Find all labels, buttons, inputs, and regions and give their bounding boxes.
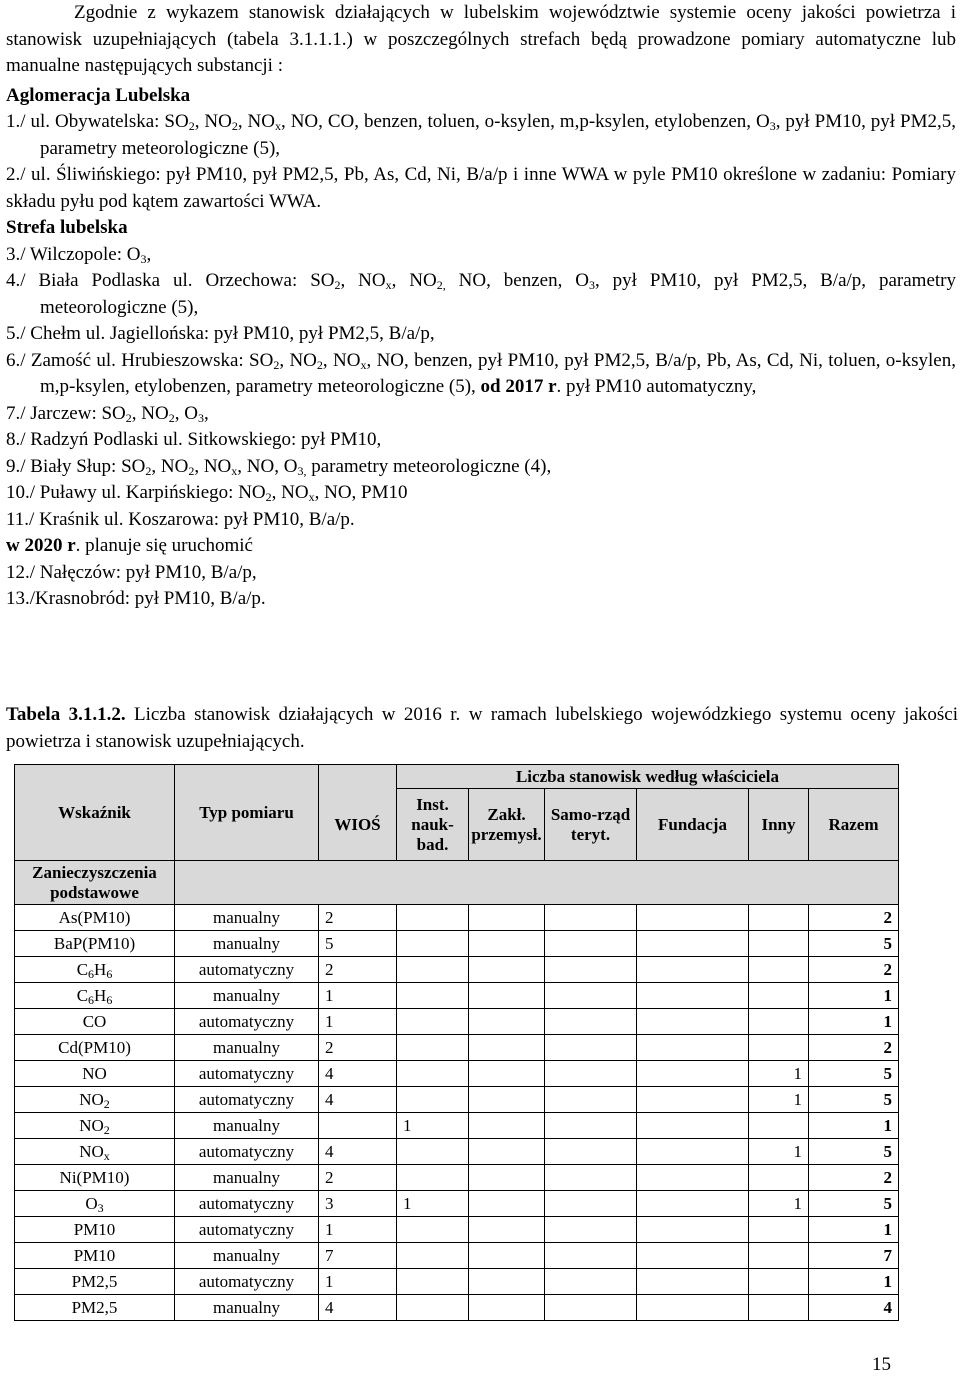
wios-cell: 2 xyxy=(319,1035,397,1061)
intro-paragraph: Zgodnie z wykazem stanowisk działających w lubelskim województwie systemie oceny jakości powietrza i stanowisk uzupełniających (tabela 3.1.1.1.) w poszczególnych strefach będą prowadzone pomiary automatyczne lub manualne następujących substancji : xyxy=(6,2,956,76)
zakl-cell xyxy=(469,1061,545,1087)
header-group-owners: Liczba stanowisk według właściciela xyxy=(397,765,899,789)
samo-cell xyxy=(545,1295,637,1321)
wios-cell: 1 xyxy=(319,1217,397,1243)
wios-cell: 4 xyxy=(319,1061,397,1087)
indicator-cell: $C_6H_6$ xyxy=(15,957,175,983)
wios-cell: 1 xyxy=(319,983,397,1009)
header-fundacja: Fundacja xyxy=(637,789,749,861)
header-samo: Samo-rząd teryt. xyxy=(545,789,637,861)
wios-cell: 4 xyxy=(319,1087,397,1113)
zakl-cell xyxy=(469,1217,545,1243)
samo-cell xyxy=(545,1191,637,1217)
inny-cell xyxy=(749,1165,809,1191)
fundacja-cell xyxy=(637,1243,749,1269)
indicator-cell: $NO_x$ xyxy=(15,1139,175,1165)
razem-cell: 1 xyxy=(809,983,899,1009)
fundacja-cell xyxy=(637,931,749,957)
heading-strefa: Strefa lubelska xyxy=(6,217,128,238)
zakl-cell xyxy=(469,1165,545,1191)
type-cell: manualny xyxy=(175,905,319,931)
table-row xyxy=(15,1217,899,1243)
header-razem: Razem xyxy=(809,789,899,861)
inny-cell xyxy=(749,983,809,1009)
table-row xyxy=(15,1113,899,1139)
type-cell: automatyczny xyxy=(175,1269,319,1295)
inny-cell xyxy=(749,1217,809,1243)
table-row xyxy=(15,957,899,983)
inny-cell xyxy=(749,931,809,957)
fundacja-cell xyxy=(637,1165,749,1191)
wios-cell: 4 xyxy=(319,1295,397,1321)
zakl-cell xyxy=(469,1191,545,1217)
station-item-5: 5./ Chełm ul. Jagiellońska: pył PM10, pył PM2,5, B/a/p, xyxy=(6,323,435,344)
header-wios: WIOŚ xyxy=(319,765,397,861)
inst-cell xyxy=(397,1035,469,1061)
inny-cell xyxy=(749,1269,809,1295)
station-item-6: 6./ Zamość ul. Hrubieszowska: $SO_2$, $NO_2$, $NO_x$, NO, benzen, pył PM10, pył PM2,5, B/a/p, Pb, As, Cd, Ni, toluen, o-ksylen, m,p-ksylen, etylobenzen, parametry meteorologiczne (5), od 2017 r. pył PM10 automatyczny, xyxy=(6,349,956,397)
station-item-8: 8./ Radzyń Podlaski ul. Sitkowskiego: pył PM10, xyxy=(6,429,382,450)
table-caption: Tabela 3.1.1.2. Liczba stanowisk działających w 2016 r. w ramach lubelskiego wojewódzkiego systemu oceny jakości powietrza i stanowisk uzupełniających. xyxy=(6,704,958,752)
inny-cell xyxy=(749,1113,809,1139)
wios-cell xyxy=(319,1113,397,1139)
inst-cell xyxy=(397,983,469,1009)
type-cell: manualny xyxy=(175,1243,319,1269)
station-item-9: 9./ Biały Słup: $SO_2$, $NO_2$, $NO_x$, NO, $O_{3,}$ parametry meteorologiczne (4), xyxy=(6,455,552,478)
samo-cell xyxy=(545,983,637,1009)
wios-cell: 1 xyxy=(319,1269,397,1295)
razem-cell: 1 xyxy=(809,1009,899,1035)
type-cell: automatyczny xyxy=(175,957,319,983)
samo-cell xyxy=(545,931,637,957)
inny-cell: 1 xyxy=(749,1191,809,1217)
table-row xyxy=(15,1035,899,1061)
indicator-cell: $NO_2$ xyxy=(15,1113,175,1139)
type-cell: automatyczny xyxy=(175,1009,319,1035)
wios-cell: 2 xyxy=(319,905,397,931)
samo-cell xyxy=(545,1113,637,1139)
page-number: 15 xyxy=(872,1354,891,1375)
table-row xyxy=(15,1243,899,1269)
razem-cell: 1 xyxy=(809,1113,899,1139)
indicator-cell: Ni(PM10) xyxy=(15,1165,175,1191)
header-zakl: Zakł. przemysł. xyxy=(469,789,545,861)
inst-cell xyxy=(397,1295,469,1321)
samo-cell xyxy=(545,1139,637,1165)
table-row xyxy=(15,1191,899,1217)
heading-aglomeracja: Aglomeracja Lubelska xyxy=(6,84,191,106)
station-item-13: 13./Krasnobród: pył PM10, B/a/p. xyxy=(6,588,266,609)
wios-cell: 3 xyxy=(319,1191,397,1217)
header-inny: Inny xyxy=(749,789,809,861)
indicator-cell: $C_6H_6$ xyxy=(15,983,175,1009)
indicator-cell: PM2,5 xyxy=(15,1269,175,1295)
type-cell: manualny xyxy=(175,983,319,1009)
header-wskaznik: Wskaźnik xyxy=(15,765,175,861)
inny-cell: 1 xyxy=(749,1139,809,1165)
samo-cell xyxy=(545,1087,637,1113)
wios-cell: 5 xyxy=(319,931,397,957)
zakl-cell xyxy=(469,1243,545,1269)
indicator-cell: PM10 xyxy=(15,1217,175,1243)
zakl-cell xyxy=(469,1139,545,1165)
zakl-cell xyxy=(469,905,545,931)
wios-cell: 4 xyxy=(319,1139,397,1165)
table-row xyxy=(15,1009,899,1035)
station-item-11: 11./ Kraśnik ul. Koszarowa: pył PM10, B/a/p. xyxy=(6,508,355,530)
inst-cell xyxy=(397,1165,469,1191)
wios-cell: 7 xyxy=(319,1243,397,1269)
header-inst: Inst. nauk-bad. xyxy=(397,789,469,861)
stations-table xyxy=(14,764,899,1321)
table-row xyxy=(15,1061,899,1087)
section-fill xyxy=(175,861,899,905)
indicator-cell: PM2,5 xyxy=(15,1295,175,1321)
zakl-cell xyxy=(469,1113,545,1139)
station-item-10: 10./ Puławy ul. Karpińskiego: $NO_2$, $NO_x$, NO, PM10 xyxy=(6,482,408,504)
fundacja-cell xyxy=(637,1113,749,1139)
razem-cell: 5 xyxy=(809,1087,899,1113)
indicator-cell: $O_3$ xyxy=(15,1191,175,1217)
zakl-cell xyxy=(469,1269,545,1295)
inst-cell xyxy=(397,1243,469,1269)
inny-cell xyxy=(749,905,809,931)
inny-cell xyxy=(749,1243,809,1269)
razem-cell: 5 xyxy=(809,1191,899,1217)
razem-cell: 2 xyxy=(809,1035,899,1061)
inny-cell xyxy=(749,957,809,983)
inst-cell xyxy=(397,931,469,957)
inny-cell xyxy=(749,1295,809,1321)
station-item-3: 3./ Wilczopole: $O_3$, xyxy=(6,243,152,266)
inst-cell: 1 xyxy=(397,1113,469,1139)
inst-cell xyxy=(397,1087,469,1113)
indicator-cell: CO xyxy=(15,1009,175,1035)
zakl-cell xyxy=(469,1009,545,1035)
samo-cell xyxy=(545,1243,637,1269)
fundacja-cell xyxy=(637,957,749,983)
samo-cell xyxy=(545,905,637,931)
type-cell: automatyczny xyxy=(175,1191,319,1217)
table-row xyxy=(15,1139,899,1165)
fundacja-cell xyxy=(637,905,749,931)
type-cell: manualny xyxy=(175,1295,319,1321)
fundacja-cell xyxy=(637,1061,749,1087)
fundacja-cell xyxy=(637,1191,749,1217)
samo-cell xyxy=(545,1061,637,1087)
razem-cell: 4 xyxy=(809,1295,899,1321)
inst-cell xyxy=(397,957,469,983)
samo-cell xyxy=(545,1269,637,1295)
zakl-cell xyxy=(469,1087,545,1113)
samo-cell xyxy=(545,1035,637,1061)
inst-cell xyxy=(397,1217,469,1243)
type-cell: automatyczny xyxy=(175,1139,319,1165)
table-row xyxy=(15,1165,899,1191)
type-cell: manualny xyxy=(175,931,319,957)
zakl-cell xyxy=(469,931,545,957)
razem-cell: 1 xyxy=(809,1217,899,1243)
station-item-2: 2./ ul. Śliwińskiego: pył PM10, pył PM2,5, Pb, As, Cd, Ni, B/a/p i inne WWA w pyle PM10 określone w zadaniu: Pomiary składu pyłu pod kątem zawartości WWA. xyxy=(6,164,956,212)
wios-cell: 2 xyxy=(319,1165,397,1191)
table-row xyxy=(15,931,899,957)
document-page xyxy=(6,0,958,1375)
type-cell: manualny xyxy=(175,1165,319,1191)
indicator-cell: BaP(PM10) xyxy=(15,931,175,957)
wios-cell: 2 xyxy=(319,957,397,983)
fundacja-cell xyxy=(637,1217,749,1243)
table-row xyxy=(15,1295,899,1321)
station-item-1: 1./ ul. Obywatelska: $SO_2$, $NO_2$, $NO_x$, NO, CO, benzen, toluen, o-ksylen, m,p-ksylen, etylobenzen, $O_3$, pył PM10, pył PM2,5, parametry meteorologiczne (5), xyxy=(6,111,956,159)
type-cell: manualny xyxy=(175,1035,319,1061)
razem-cell: 2 xyxy=(809,1165,899,1191)
inst-cell xyxy=(397,1061,469,1087)
razem-cell: 7 xyxy=(809,1243,899,1269)
type-cell: automatyczny xyxy=(175,1087,319,1113)
samo-cell xyxy=(545,1009,637,1035)
zakl-cell xyxy=(469,1295,545,1321)
razem-cell: 5 xyxy=(809,1139,899,1165)
fundacja-cell xyxy=(637,1139,749,1165)
zakl-cell xyxy=(469,1035,545,1061)
razem-cell: 2 xyxy=(809,957,899,983)
inny-cell: 1 xyxy=(749,1061,809,1087)
samo-cell xyxy=(545,1165,637,1191)
inst-cell: 1 xyxy=(397,1191,469,1217)
inny-cell xyxy=(749,1009,809,1035)
section-label: Zanieczyszczenia podstawowe xyxy=(15,861,175,905)
header-typ: Typ pomiaru xyxy=(175,765,319,861)
station-item-12: 12./ Nałęczów: pył PM10, B/a/p, xyxy=(6,561,257,583)
table-row xyxy=(15,1087,899,1113)
razem-cell: 5 xyxy=(809,1061,899,1087)
razem-cell: 1 xyxy=(809,1269,899,1295)
indicator-cell: Cd(PM10) xyxy=(15,1035,175,1061)
indicator-cell: NO xyxy=(15,1061,175,1087)
fundacja-cell xyxy=(637,1009,749,1035)
indicator-cell: $NO_2$ xyxy=(15,1087,175,1113)
inst-cell xyxy=(397,905,469,931)
fundacja-cell xyxy=(637,1035,749,1061)
samo-cell xyxy=(545,1217,637,1243)
zakl-cell xyxy=(469,983,545,1009)
table-row xyxy=(15,1269,899,1295)
zakl-cell xyxy=(469,957,545,983)
inst-cell xyxy=(397,1269,469,1295)
fundacja-cell xyxy=(637,1295,749,1321)
inst-cell xyxy=(397,1139,469,1165)
razem-cell: 2 xyxy=(809,905,899,931)
indicator-cell: PM10 xyxy=(15,1243,175,1269)
type-cell: automatyczny xyxy=(175,1217,319,1243)
plan-note: w 2020 r. planuje się uruchomić xyxy=(6,535,253,556)
inst-cell xyxy=(397,1009,469,1035)
fundacja-cell xyxy=(637,1269,749,1295)
wios-cell: 1 xyxy=(319,1009,397,1035)
inny-cell xyxy=(749,1035,809,1061)
fundacja-cell xyxy=(637,1087,749,1113)
table-row xyxy=(15,905,899,931)
table-row xyxy=(15,983,899,1009)
samo-cell xyxy=(545,957,637,983)
type-cell: automatyczny xyxy=(175,1061,319,1087)
station-item-7: 7./ Jarczew: $SO_2$, $NO_2$, $O_3$, xyxy=(6,402,209,425)
inny-cell: 1 xyxy=(749,1087,809,1113)
type-cell: manualny xyxy=(175,1113,319,1139)
razem-cell: 5 xyxy=(809,931,899,957)
indicator-cell: As(PM10) xyxy=(15,905,175,931)
fundacja-cell xyxy=(637,983,749,1009)
station-item-4: 4./ Biała Podlaska ul. Orzechowa: $SO_2$, $NO_x$, $NO_{2,}$ NO, benzen, $O_3$, pył PM10, pył PM2,5, B/a/p, parametry meteorologiczne (5), xyxy=(6,270,956,318)
